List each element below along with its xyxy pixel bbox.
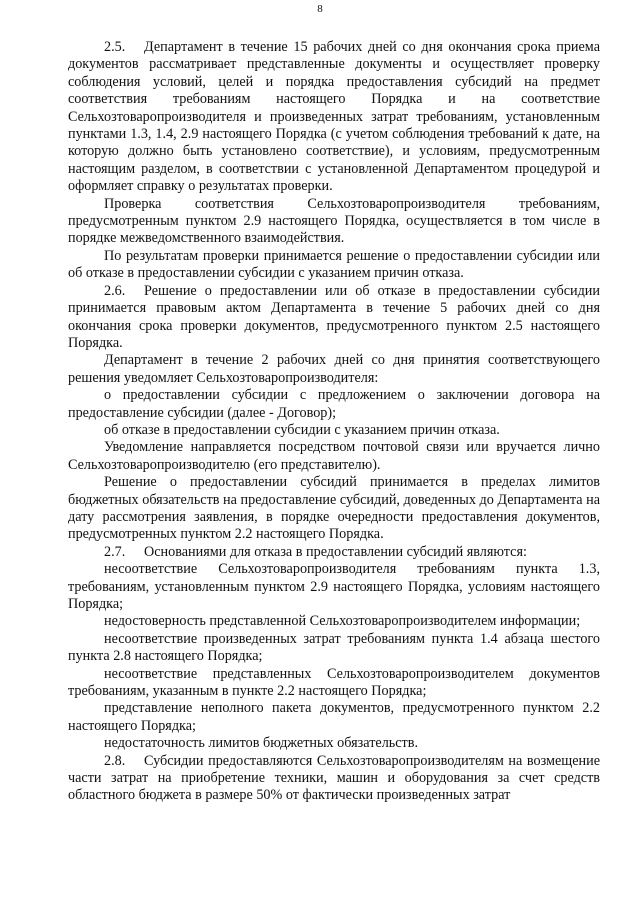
paragraph-text: об отказе в предоставлении субсидии с указанием причин отказа. bbox=[104, 421, 500, 438]
paragraph bbox=[68, 352, 600, 387]
paragraph bbox=[68, 735, 600, 752]
numbered-paragraph bbox=[68, 39, 600, 196]
paragraph-number: 2.6. bbox=[104, 282, 126, 299]
numbered-paragraph bbox=[68, 544, 600, 561]
paragraph bbox=[68, 613, 600, 630]
paragraph-text: несоответствие представленных Сельхозтоваропроизводителем документов требованиям, указанным в пункте 2.2 настоящего Порядка; bbox=[68, 665, 600, 700]
paragraph-text: Департамент в течение 15 рабочих дней со дня окончания срока приема документов рассматривает представленные документы и осуществляет проверку соблюдения условий, целей и порядка предоставления субсидий на предмет соответствия требованиям настоящего Порядка и на соответствие Сельхозтоваропроизводителя и произведенных затрат требованиям, установленным пунктами 1.3, 1.4, 2.9 настоящего Порядка (с учетом соблюдения требований к дате, на которую должно быть установлено соответствие), и условиям, предусмотренным настоящим разделом, в соответствии с установленной Департаментом процедурой и оформляет справку о результатах проверки. bbox=[68, 39, 600, 195]
paragraph bbox=[68, 561, 600, 613]
paragraph bbox=[68, 248, 600, 283]
paragraph-text: недостоверность представленной Сельхозтоваропроизводителем информации; bbox=[104, 613, 581, 630]
paragraph-text: Субсидии предоставляются Сельхозтоваропроизводителям на возмещение части затрат на приобретение техники, машин и оборудования за счет средств областного бюджета в размере 50% от фактически произведенных затрат bbox=[68, 752, 600, 804]
paragraph bbox=[68, 439, 600, 474]
page-number: 8 bbox=[317, 3, 323, 15]
paragraph bbox=[68, 196, 600, 248]
paragraph-text: Решение о предоставлении субсидий принимается в пределах лимитов бюджетных обязательств на предоставление субсидий, доведенных до Департамента на дату рассмотрения заявления, в порядке очередности предоставления документов, предусмотренных пунктом 2.2 настоящего Порядка. bbox=[68, 474, 600, 543]
paragraph-text: Основаниями для отказа в предоставлении субсидий являются: bbox=[144, 543, 527, 560]
paragraph-number: 2.8. bbox=[104, 752, 126, 769]
paragraph bbox=[68, 631, 600, 666]
paragraph-text: По результатам проверки принимается решение о предоставлении субсидии или об отказе в предоставлении субсидии с указанием причин отказа. bbox=[68, 247, 600, 282]
paragraph-number: 2.5. bbox=[104, 39, 126, 55]
paragraph-text: представление неполного пакета документов, предусмотренного пунктом 2.2 настоящего Порядка; bbox=[68, 700, 600, 734]
paragraph bbox=[68, 666, 600, 701]
paragraph-text: недостаточность лимитов бюджетных обязательств. bbox=[104, 735, 418, 752]
paragraph-text: Департамент в течение 2 рабочих дней со дня принятия соответствующего решения уведомляет Сельхозтоваропроизводителя: bbox=[68, 352, 600, 386]
document-body bbox=[68, 39, 600, 805]
paragraph bbox=[68, 700, 600, 735]
paragraph-text: Проверка соответствия Сельхозтоваропроизводителя требованиям, предусмотренным пунктом 2.9 настоящего Порядка, осуществляется в том числе в порядке межведомственного взаимодействия. bbox=[68, 195, 600, 247]
paragraph bbox=[68, 474, 600, 544]
numbered-paragraph bbox=[68, 753, 600, 805]
paragraph-text: Решение о предоставлении или об отказе в предоставлении субсидии принимается правовым актом Департамента в течение 5 рабочих дней со дня окончания срока проверки документов, предусмотренного пунктом 2.5 настоящего Порядка. bbox=[68, 282, 600, 351]
paragraph-text: Уведомление направляется посредством почтовой связи или вручается лично Сельхозтоваропроизводителю (его представителю). bbox=[68, 439, 600, 473]
numbered-paragraph bbox=[68, 283, 600, 353]
paragraph bbox=[68, 422, 600, 439]
paragraph-text: о предоставлении субсидии с предложением о заключении договора на предоставление субсидии (далее - Договор); bbox=[68, 387, 600, 421]
paragraph-number: 2.7. bbox=[104, 543, 126, 560]
paragraph-text: несоответствие произведенных затрат требованиям пункта 1.4 абзаца шестого пункта 2.8 настоящего Порядка; bbox=[68, 630, 600, 665]
paragraph-text: несоответствие Сельхозтоваропроизводителя требованиям пункта 1.3, требованиям, установленным пунктом 2.9 настоящего Порядка, условиям настоящего Порядка; bbox=[68, 561, 600, 612]
paragraph bbox=[68, 387, 600, 422]
